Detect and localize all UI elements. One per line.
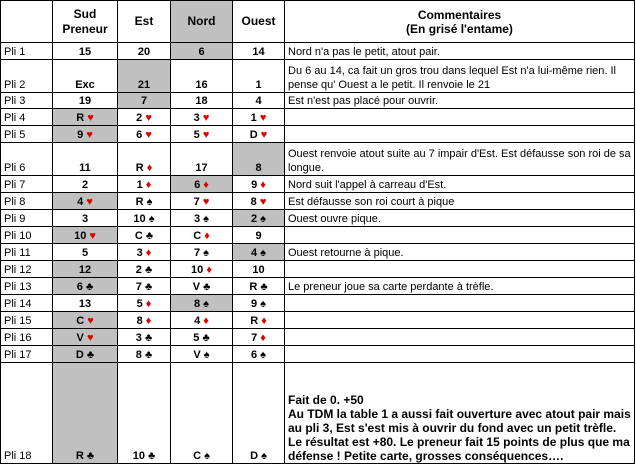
suit-icon: ♠ — [204, 450, 210, 462]
card-value: 18 — [195, 95, 208, 107]
card-value: D — [250, 450, 262, 462]
comment-cell: Nord n'a pas le petit, atout pair. — [285, 43, 635, 60]
suit-icon: ♠ — [203, 349, 210, 361]
suit-icon: ♥ — [87, 315, 94, 327]
card-ouest — [233, 227, 285, 244]
card-value: 1 — [136, 179, 146, 191]
comment-cell — [285, 261, 635, 278]
table-row — [1, 295, 635, 312]
card-est — [118, 346, 171, 363]
table-row — [1, 193, 635, 210]
card-value: 6 — [194, 179, 204, 191]
suit-icon: ♠ — [260, 213, 267, 225]
header-ouest: Ouest — [233, 1, 285, 43]
card-value: 9 — [250, 298, 261, 310]
suit-icon: ♣ — [148, 450, 156, 462]
card-value: 7 — [193, 247, 204, 259]
table-row — [1, 43, 635, 60]
table-row — [1, 227, 635, 244]
comment-cell — [285, 126, 635, 143]
pli-label: Pli 11 — [1, 244, 53, 261]
comment-cell — [285, 227, 635, 244]
card-value: C — [134, 230, 146, 242]
pli-label: Pli 4 — [1, 109, 53, 126]
card-nord — [171, 261, 233, 278]
suit-icon: ♠ — [260, 247, 267, 259]
suit-icon: ♥ — [89, 230, 96, 242]
card-est — [118, 295, 171, 312]
card-value: 10 — [252, 264, 265, 276]
card-nord — [171, 109, 233, 126]
comment-cell: Le preneur joue sa carte perdante à trèfle. — [285, 278, 635, 295]
card-value: 13 — [78, 298, 92, 310]
card-value: 7 — [251, 332, 261, 344]
suit-icon: ♥ — [202, 112, 210, 124]
pli-label: Pli 14 — [1, 295, 53, 312]
suit-icon: ♠ — [203, 247, 210, 259]
card-value: 16 — [195, 79, 208, 91]
card-nord — [171, 193, 233, 210]
card-sud — [53, 295, 118, 312]
header-commentaires: Commentaires (En grisé l'entame) — [285, 1, 635, 43]
card-value: 3 — [193, 112, 203, 124]
card-value: 15 — [78, 46, 92, 58]
card-value: V — [192, 281, 204, 293]
card-value: R — [249, 281, 261, 293]
card-nord — [171, 210, 233, 227]
card-est — [118, 244, 171, 261]
card-sud — [53, 60, 118, 93]
comment-cell — [285, 295, 635, 312]
suit-icon: ♣ — [144, 281, 153, 293]
pli-label: Pli 13 — [1, 278, 53, 295]
suit-icon: ♦ — [145, 179, 152, 191]
pli-label: Pli 15 — [1, 312, 53, 329]
card-value: 8 — [250, 196, 260, 208]
suit-icon: ♠ — [146, 196, 153, 208]
card-nord — [171, 363, 233, 464]
card-ouest — [233, 60, 285, 93]
card-est — [118, 329, 171, 346]
card-ouest — [233, 346, 285, 363]
card-nord — [171, 126, 233, 143]
suit-icon: ♠ — [260, 349, 267, 361]
card-value: D — [75, 349, 87, 361]
card-value: 6 — [198, 46, 205, 58]
pli-label: Pli 7 — [1, 176, 53, 193]
card-value: 8 — [193, 298, 204, 310]
comment-cell: Fait de 0. +50 Au TDM la table 1 a aussi fait ouverture avec atout pair mais au pli 3, Est s'est mis à ouvrir du fond avec un petit trèfle. Le résultat est +80. Le preneur fait 15 points de plus que ma défense ! Petite carte, grosses conséquences…. — [285, 363, 635, 464]
pli-label: Pli 8 — [1, 193, 53, 210]
card-nord — [171, 312, 233, 329]
card-value: 8 — [135, 349, 145, 361]
card-sud — [53, 126, 118, 143]
suit-icon: ♦ — [204, 230, 210, 242]
card-value: 14 — [252, 46, 265, 58]
table-row — [1, 176, 635, 193]
header-row — [1, 1, 635, 43]
pli-label: Pli 10 — [1, 227, 53, 244]
suit-icon: ♠ — [148, 213, 155, 225]
card-nord — [171, 329, 233, 346]
card-ouest — [233, 363, 285, 464]
card-nord — [171, 176, 233, 193]
card-nord — [171, 278, 233, 295]
card-nord — [171, 143, 233, 176]
card-value: 11 — [79, 162, 91, 174]
pli-label: Pli 16 — [1, 329, 53, 346]
suit-icon: ♠ — [260, 298, 267, 310]
card-nord — [171, 346, 233, 363]
card-value: Exc — [75, 79, 95, 91]
pli-label: Pli 9 — [1, 210, 53, 227]
card-value: V — [193, 349, 204, 361]
card-ouest — [233, 143, 285, 176]
pli-label: Pli 17 — [1, 346, 53, 363]
suit-icon: ♥ — [259, 196, 267, 208]
card-est — [118, 93, 171, 109]
card-sud — [53, 227, 118, 244]
card-value: 10 — [133, 213, 149, 225]
card-value: 9 — [251, 179, 261, 191]
pli-label: Pli 5 — [1, 126, 53, 143]
card-est — [118, 193, 171, 210]
table-row — [1, 60, 635, 93]
card-sud — [53, 193, 118, 210]
card-sud — [53, 176, 118, 193]
table-row — [1, 244, 635, 261]
comment-cell: Du 6 au 14, ca fait un gros trou dans lequel Est n'a lui-même rien. Il pense qu' Ouest a le petit. Il renvoie le 21 — [285, 60, 635, 93]
suit-icon: ♣ — [86, 349, 95, 361]
card-sud — [53, 210, 118, 227]
table-row — [1, 261, 635, 278]
card-est — [118, 109, 171, 126]
suit-icon: ♣ — [144, 264, 153, 276]
suit-icon: ♣ — [203, 281, 211, 293]
card-ouest — [233, 43, 285, 60]
card-value: 10 — [74, 230, 90, 242]
comment-cell: Ouest renvoie atout suite au 7 impair d'Est. Est défausse son roi de sa longue. — [285, 143, 635, 176]
card-value: R — [76, 112, 88, 124]
card-sud — [53, 143, 118, 176]
card-value: C — [193, 450, 205, 462]
card-est — [118, 176, 171, 193]
card-nord — [171, 227, 233, 244]
card-value: 9 — [77, 129, 87, 141]
pli-label: Pli 2 — [1, 60, 53, 93]
card-value: 6 — [76, 281, 86, 293]
card-nord — [171, 244, 233, 261]
suit-icon: ♣ — [202, 332, 210, 344]
table-row — [1, 93, 635, 109]
card-value: 6 — [136, 129, 146, 141]
card-est — [118, 43, 171, 60]
card-value: 2 — [81, 179, 89, 191]
card-value: 3 — [81, 213, 89, 225]
suit-icon: ♦ — [145, 298, 152, 310]
card-value: 5 — [193, 332, 203, 344]
comment-cell — [285, 312, 635, 329]
card-nord — [171, 60, 233, 93]
pli-label: Pli 18 — [1, 363, 53, 464]
suit-icon: ♥ — [202, 129, 210, 141]
card-value: 3 — [136, 247, 146, 259]
suit-icon: ♥ — [145, 112, 152, 124]
comment-cell: Ouest retourne à pique. — [285, 244, 635, 261]
pli-label: Pli 12 — [1, 261, 53, 278]
suit-icon: ♦ — [206, 264, 212, 276]
suit-icon: ♦ — [261, 315, 267, 327]
card-value: 10 — [191, 264, 207, 276]
card-value: 21 — [137, 79, 151, 91]
suit-icon: ♦ — [145, 247, 152, 259]
card-est — [118, 143, 171, 176]
card-value: 4 — [77, 196, 87, 208]
suit-icon: ♥ — [202, 196, 210, 208]
comment-cell — [285, 346, 635, 363]
table-row — [1, 278, 635, 295]
card-sud — [53, 261, 118, 278]
card-sud — [53, 363, 118, 464]
card-value: 4 — [255, 95, 262, 107]
card-est — [118, 60, 171, 93]
card-sud — [53, 312, 118, 329]
header-pli — [1, 1, 53, 43]
comment-cell: Ouest ouvre pique. — [285, 210, 635, 227]
table-row — [1, 312, 635, 329]
card-value: 10 — [132, 450, 149, 462]
suit-icon: ♦ — [145, 315, 152, 327]
card-value: 9 — [255, 230, 262, 242]
suit-icon: ♣ — [86, 450, 95, 462]
card-ouest — [233, 329, 285, 346]
suit-icon: ♥ — [86, 196, 93, 208]
card-est — [118, 227, 171, 244]
card-value: 3 — [193, 213, 204, 225]
card-value: R — [250, 315, 262, 327]
card-value: 12 — [78, 264, 92, 276]
table-row — [1, 143, 635, 176]
card-value: 6 — [250, 349, 261, 361]
card-sud — [53, 346, 118, 363]
card-value: 1 — [255, 79, 262, 91]
suit-icon: ♥ — [259, 112, 267, 124]
suit-icon: ♦ — [146, 162, 153, 174]
card-value: V — [76, 332, 87, 344]
card-sud — [53, 329, 118, 346]
pli-label: Pli 6 — [1, 143, 53, 176]
table-row — [1, 329, 635, 346]
card-value: R — [135, 162, 147, 174]
card-sud — [53, 244, 118, 261]
suit-icon: ♣ — [145, 230, 154, 242]
card-sud — [53, 93, 118, 109]
suit-icon: ♠ — [203, 298, 210, 310]
card-est — [118, 363, 171, 464]
card-ouest — [233, 295, 285, 312]
card-ouest — [233, 93, 285, 109]
card-est — [118, 312, 171, 329]
card-value: 7 — [135, 281, 145, 293]
card-value: 17 — [195, 162, 208, 174]
card-value: 2 — [250, 213, 261, 225]
suit-icon: ♦ — [203, 179, 209, 191]
table-row — [1, 363, 635, 464]
card-value: 7 — [140, 95, 148, 107]
card-value: C — [76, 315, 88, 327]
comment-cell: Est défausse son roi court à pique — [285, 193, 635, 210]
card-value: 5 — [136, 298, 146, 310]
card-sud — [53, 278, 118, 295]
card-value: D — [249, 129, 261, 141]
header-sud: Sud Preneur — [53, 1, 118, 43]
card-value: 1 — [250, 112, 260, 124]
suit-icon: ♠ — [203, 213, 210, 225]
card-est — [118, 261, 171, 278]
card-ouest — [233, 176, 285, 193]
card-ouest — [233, 278, 285, 295]
card-est — [118, 210, 171, 227]
card-value: 5 — [193, 129, 203, 141]
card-ouest — [233, 193, 285, 210]
suit-icon: ♣ — [85, 281, 94, 293]
suit-icon: ♦ — [203, 315, 209, 327]
suit-icon: ♣ — [144, 332, 153, 344]
card-value: 4 — [250, 247, 261, 259]
card-sud — [53, 43, 118, 60]
card-value: C — [193, 230, 205, 242]
card-value: R — [135, 196, 147, 208]
card-value: 2 — [136, 112, 146, 124]
table-row — [1, 210, 635, 227]
comment-cell — [285, 109, 635, 126]
card-ouest — [233, 261, 285, 278]
suit-icon: ♥ — [87, 112, 94, 124]
card-value: 2 — [135, 264, 145, 276]
comment-cell: Est n'est pas placé pour ouvrir. — [285, 93, 635, 109]
suit-icon: ♥ — [86, 129, 93, 141]
card-nord — [171, 43, 233, 60]
pli-label: Pli 1 — [1, 43, 53, 60]
card-value: 4 — [194, 315, 204, 327]
card-value: 3 — [135, 332, 145, 344]
suit-icon: ♥ — [260, 129, 268, 141]
suit-icon: ♣ — [144, 349, 153, 361]
card-ouest — [233, 126, 285, 143]
suit-icon: ♥ — [86, 332, 94, 344]
table-row — [1, 109, 635, 126]
card-value: R — [75, 450, 87, 462]
suit-icon: ♦ — [260, 332, 266, 344]
card-ouest — [233, 109, 285, 126]
card-est — [118, 126, 171, 143]
card-ouest — [233, 312, 285, 329]
comment-cell: Nord suit l'appel à carreau d'Est. — [285, 176, 635, 193]
card-value: 8 — [136, 315, 146, 327]
card-value: 7 — [193, 196, 203, 208]
card-value: 8 — [255, 162, 262, 174]
card-nord — [171, 93, 233, 109]
comment-cell — [285, 329, 635, 346]
card-nord — [171, 295, 233, 312]
card-ouest — [233, 210, 285, 227]
pli-label: Pli 3 — [1, 93, 53, 109]
suit-icon: ♥ — [145, 129, 152, 141]
card-est — [118, 278, 171, 295]
table-row — [1, 346, 635, 363]
card-value: 20 — [137, 46, 151, 58]
card-ouest — [233, 244, 285, 261]
suit-icon: ♦ — [260, 179, 266, 191]
table-row — [1, 126, 635, 143]
suit-icon: ♣ — [260, 281, 268, 293]
suit-icon: ♠ — [261, 450, 267, 462]
header-nord: Nord — [171, 1, 233, 43]
card-value: 19 — [78, 95, 92, 107]
header-est: Est — [118, 1, 171, 43]
card-sud — [53, 109, 118, 126]
card-value: 5 — [81, 247, 89, 259]
